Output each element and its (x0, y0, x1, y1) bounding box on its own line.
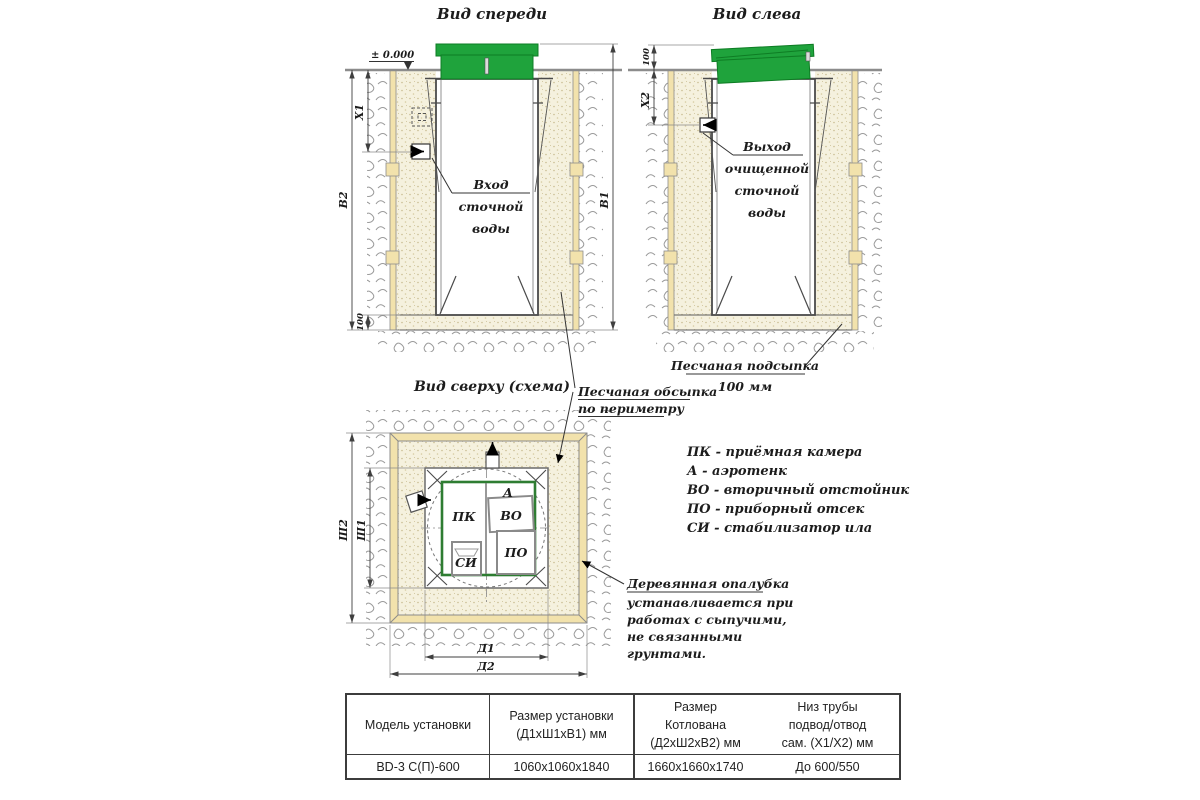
cell-pit-size: 1660х1660х1740 (647, 759, 744, 774)
cell-model: BD-3 С(П)-600 (346, 755, 490, 780)
compartment-si: СИ (455, 555, 477, 570)
soil-hatch (858, 73, 882, 330)
formwork-stake (664, 163, 677, 176)
svg-text:сточной: сточной (458, 199, 524, 214)
formwork-stake (386, 251, 399, 264)
formwork-note (582, 561, 793, 661)
soil-hatch (645, 73, 668, 330)
dim-bed-100: 100 (356, 313, 366, 331)
soil-hatch (366, 410, 611, 433)
svg-text:Вход: Вход (473, 177, 509, 192)
legend-item: ПК - приёмная камера (687, 445, 863, 460)
outlet-pipe (700, 118, 715, 132)
level-mark (369, 50, 414, 70)
sand-backfill (538, 71, 573, 315)
dim-d2: Д2 (477, 660, 495, 673)
soil-hatch (587, 433, 611, 623)
svg-text:Деревянная опалубка: Деревянная опалубка (627, 576, 790, 591)
formwork-board (668, 70, 674, 330)
formwork-stake (570, 163, 583, 176)
sand-backfill (674, 71, 712, 315)
formwork-stake (386, 163, 399, 176)
svg-text:сточной: сточной (734, 183, 800, 198)
svg-text:Песчаная подсыпка: Песчаная подсыпка (670, 358, 820, 373)
spec-table (345, 693, 878, 773)
svg-text:не связанными: не связанными (627, 629, 743, 644)
spec-table-data-row (346, 755, 900, 780)
header-pipe-depth: Низ трубы подвод/отвод сам. (Х1/Х2) мм (756, 694, 900, 755)
tank-lid (711, 44, 815, 83)
compartment-po: ПО (504, 545, 528, 560)
header-model: Модель установки (346, 694, 490, 755)
svg-text:устанавливается при: устанавливается при (627, 595, 794, 610)
left-view-title: Вид слева (712, 5, 802, 23)
formwork-board (390, 70, 396, 330)
legend (686, 445, 909, 536)
formwork-stake (849, 163, 862, 176)
soil-hatch (367, 73, 390, 330)
spec-table-header-row (346, 694, 900, 755)
dim-lid-100: 100 (642, 48, 652, 66)
front-view-title: Вид спереди (436, 5, 548, 23)
svg-text:воды: воды (748, 205, 786, 220)
inlet-pipe (412, 144, 430, 159)
tank-lid (436, 44, 538, 79)
dim-sh2: Ш2 (337, 519, 350, 541)
sand-backfill (815, 71, 852, 315)
formwork-stake (849, 251, 862, 264)
level-mark-text: ± 0.000 (371, 50, 415, 61)
formwork-stake (570, 251, 583, 264)
compartment-a: А (502, 485, 514, 500)
svg-text:работах с сыпучими,: работах с сыпучими, (627, 612, 787, 627)
cell-pipe-depth: До 600/550 (795, 759, 860, 774)
lid-latch (806, 52, 810, 61)
left-view (628, 5, 882, 394)
svg-text:по периметру: по периметру (578, 401, 684, 416)
legend-item: СИ - стабилизатор ила (687, 521, 873, 536)
sand-bedding (396, 315, 573, 330)
dim-sh1: Ш1 (355, 519, 368, 541)
soil-hatch (656, 331, 874, 352)
dim-x2: X2 (639, 91, 652, 109)
svg-text:Песчаная обсыпка: Песчаная обсыпка (578, 384, 718, 399)
formwork-board (573, 70, 579, 330)
sand-bedding (674, 315, 852, 330)
header-pit-size: Размер Котлована (Д2хШ2хВ2) мм (634, 694, 756, 755)
svg-text:Выход: Выход (743, 139, 791, 154)
soil-hatch (378, 331, 596, 352)
svg-text:100 мм: 100 мм (717, 379, 773, 394)
dim-x1: X1 (353, 103, 366, 121)
formwork-stake (664, 251, 677, 264)
legend-item: ПО - приборный отсек (687, 502, 865, 517)
dim-b1: В1 (598, 191, 611, 209)
legend-item: А - аэротенк (687, 464, 787, 479)
top-view-title: Вид сверху (схема) (413, 379, 571, 395)
compartment-pk: ПК (452, 509, 476, 524)
tank-body (425, 79, 553, 316)
header-unit-size: Размер установки (Д1хШ1хВ1) мм (490, 694, 635, 755)
svg-text:воды: воды (472, 221, 510, 236)
formwork-board (852, 70, 858, 330)
svg-text:очищенной: очищенной (724, 161, 810, 176)
legend-item: ВО - вторичный отстойник (687, 483, 910, 498)
compartment-vo: ВО (500, 508, 522, 523)
lid-handle (485, 58, 489, 74)
front-view (337, 5, 622, 352)
cell-unit-size: 1060х1060х1840 (490, 755, 635, 780)
svg-text:грунтами.: грунтами. (627, 646, 707, 661)
dim-d1: Д1 (477, 642, 495, 655)
dim-b2: В2 (337, 191, 350, 209)
